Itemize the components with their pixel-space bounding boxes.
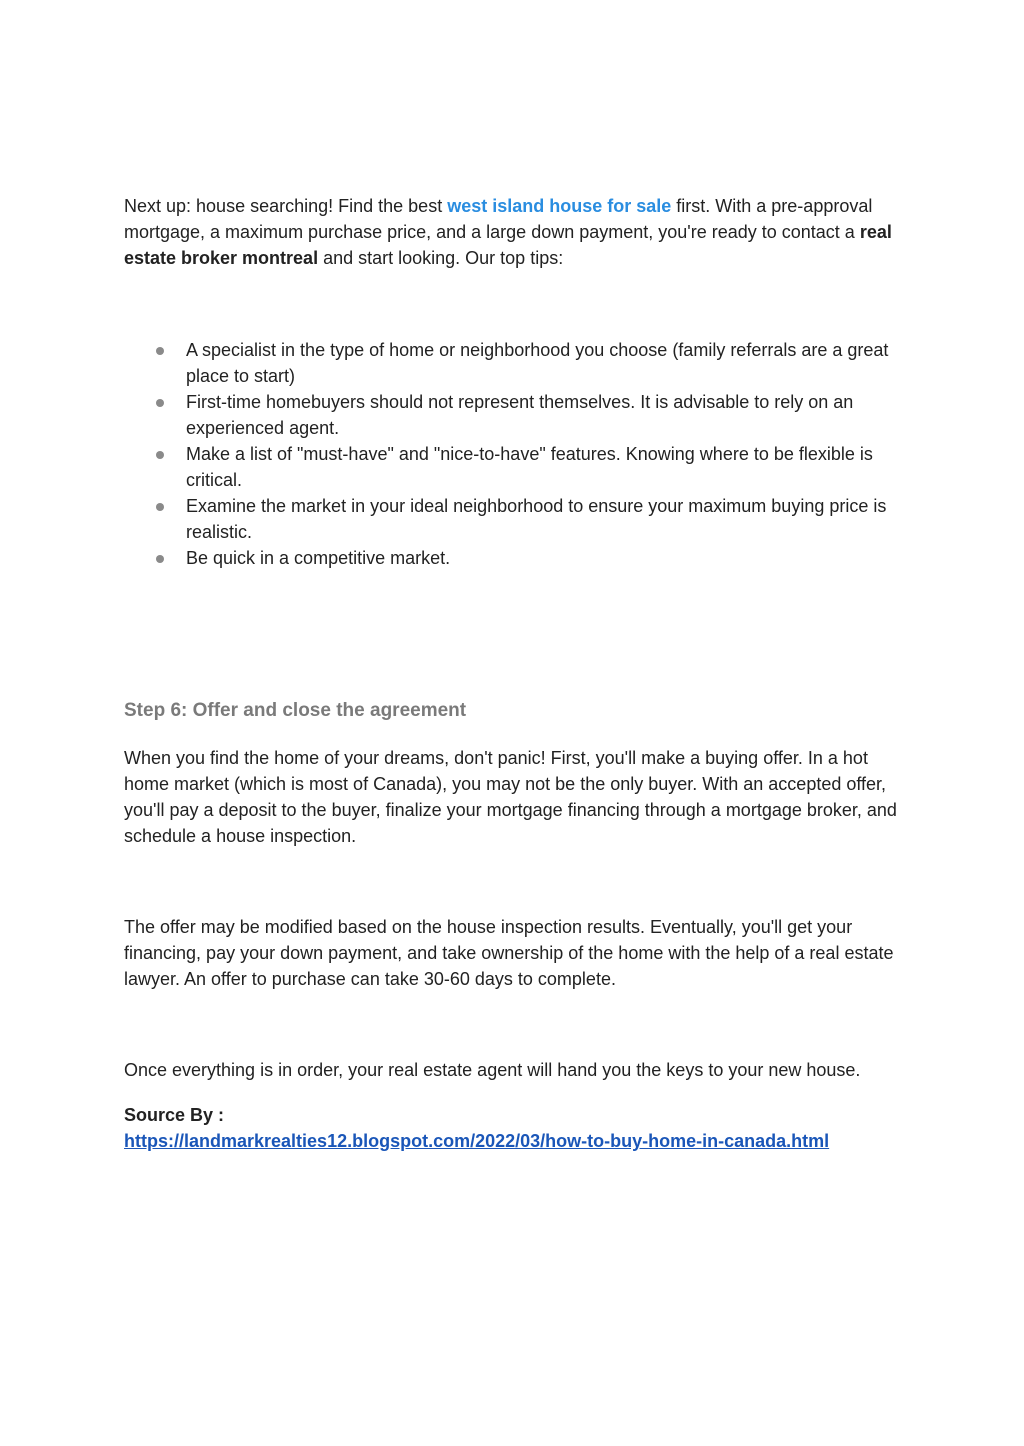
tip-text: First-time homebuyers should not represent themselves. It is advisable to rely on an experienced agent. (186, 392, 854, 438)
step6-paragraph-3: Once everything is in order, your real estate agent will hand you the keys to your new house. (124, 1060, 861, 1080)
tip-text: Be quick in a competitive market. (186, 548, 451, 568)
list-item (124, 441, 904, 493)
document-page (124, 193, 904, 1151)
bullet-icon (156, 399, 164, 407)
step6-paragraph-1: When you find the home of your dreams, don't panic! First, you'll make a buying offer. In a hot home market (which is most of Canada), you may not be the only buyer. With an accepted offer, you'll pay a deposit to the buyer, finalize your mortgage financing through a mortgage broker, and schedule a house inspection. (124, 748, 897, 846)
bullet-icon (156, 451, 164, 459)
step6-heading: Step 6: Offer and close the agreement (124, 700, 467, 721)
bullet-icon (156, 347, 164, 355)
intro-text-middle: first. With a pre-approval mortgage, a maximum purchase price, and a large down payment, you're ready to contact a (124, 196, 873, 242)
list-item (124, 545, 904, 571)
bullet-icon (156, 503, 164, 511)
list-item (124, 389, 904, 441)
list-item (124, 493, 904, 545)
intro-paragraph (124, 193, 904, 271)
tip-text: Make a list of "must-have" and "nice-to-have" features. Knowing where to be flexible is critical. (186, 444, 873, 490)
list-item (124, 337, 904, 389)
tip-text: Examine the market in your ideal neighborhood to ensure your maximum buying price is realistic. (186, 496, 887, 542)
intro-text-after: and start looking. Our top tips: (318, 248, 564, 268)
step6-paragraph-2: The offer may be modified based on the house inspection results. Eventually, you'll get your financing, pay your down payment, and take ownership of the home with the help of a real estate lawyer. An offer to purchase can take 30-60 days to complete. (124, 917, 894, 989)
source-url-link[interactable]: https://landmarkrealties12.blogspot.com/2022/03/how-to-buy-home-in-canada.html (124, 1131, 830, 1151)
source-label: Source By : (124, 1105, 225, 1125)
west-island-house-link[interactable]: west island house for sale (447, 196, 672, 216)
tip-text: A specialist in the type of home or neighborhood you choose (family referrals are a great place to start) (186, 340, 889, 386)
tips-list (124, 337, 904, 571)
intro-bold-text: real estate broker montreal (124, 222, 892, 268)
bullet-icon (156, 555, 164, 563)
intro-text-before: Next up: house searching! Find the best (124, 196, 448, 216)
source-block (124, 1102, 904, 1154)
